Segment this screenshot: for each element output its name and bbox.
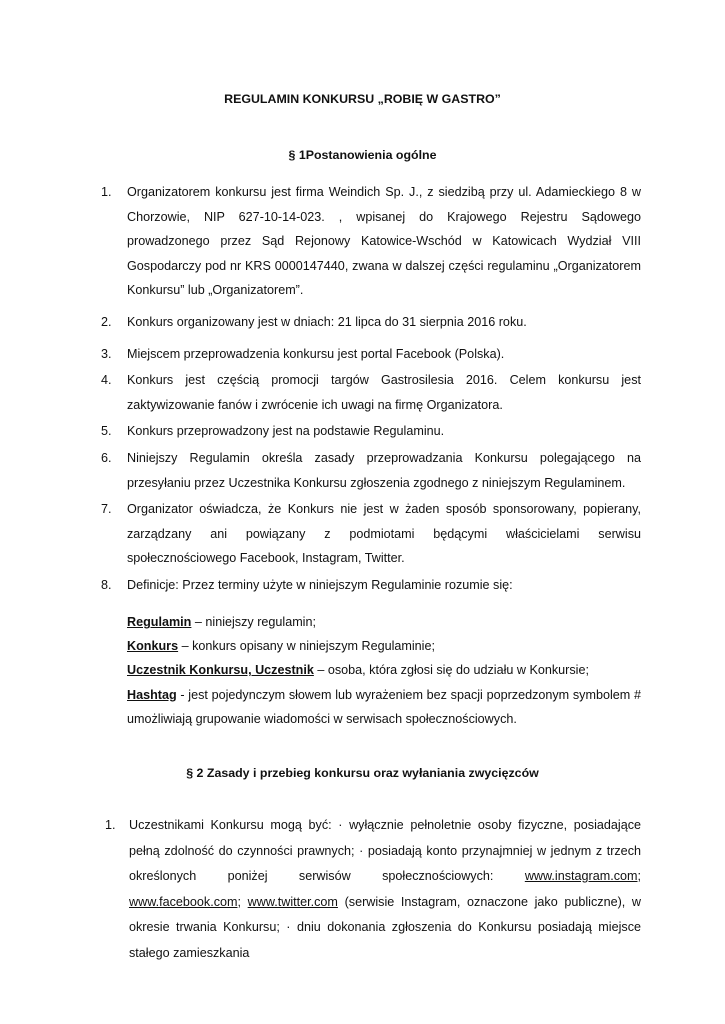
list-item-number: 7. [101, 502, 112, 517]
document-title: REGULAMIN KONKURSU „ROBIĘ W GASTRO” [224, 92, 501, 106]
definition [127, 634, 641, 658]
list-item-number: 2. [101, 314, 112, 329]
list-item [105, 813, 641, 967]
facebook-link[interactable]: www.facebook.com [129, 894, 238, 909]
list-item [101, 180, 641, 303]
instagram-link[interactable]: www.instagram.com [524, 869, 638, 884]
list-item [101, 419, 641, 444]
section-1-list [101, 180, 641, 600]
list-item-number: 4. [101, 373, 112, 388]
list-item [101, 368, 641, 417]
text-segment: (serwisie Instagram, oznaczone jako publiczne), w okresie trwania Konkursu; · dniu dokonania zgłoszenia do Konkursu posiadają miejsce stałego zamieszkania [129, 894, 642, 960]
separator: ; [637, 869, 641, 884]
definition-desc: – niniejszy regulamin; [191, 615, 316, 629]
text-segment: Uczestnikami Konkursu mogą być: · wyłącznie pełnoletnie osoby fizyczne, posiadające pełną zdolność do czynności prawnych; · posiadają konto przynajmniej w jednym z trzech określonych poniżej serwisów społecznościowych: [129, 818, 641, 884]
list-item-number: 5. [101, 424, 112, 439]
definition-term: Hashtag [127, 687, 177, 702]
list-item-text: Definicje: Przez terminy użyte w niniejszym Regulaminie rozumie się: [127, 577, 513, 592]
section-2-heading: § 2 Zasady i przebieg konkursu oraz wyłaniania zwycięzców [186, 766, 539, 780]
definition-term: Konkurs [127, 639, 179, 654]
list-item [101, 497, 641, 571]
definition-term: Uczestnik Konkursu, Uczestnik [127, 663, 314, 678]
list-item [101, 446, 641, 495]
definition [127, 610, 641, 634]
list-item-text: Miejscem przeprowadzenia konkursu jest portal Facebook (Polska). [127, 346, 505, 361]
list-item-text: Konkurs jest częścią promocji targów Gastrosilesia 2016. Celem konkursu jest zaktywizowanie fanów i zwrócenie ich uwagi na firmę Organizatora. [127, 373, 641, 412]
list-item [101, 342, 641, 367]
list-item-number: 1. [105, 818, 116, 832]
list-item-text [129, 818, 641, 960]
definition-desc: – konkurs opisany w niniejszym Regulaminie; [178, 639, 435, 654]
list-item-number: 1. [101, 185, 112, 199]
list-item-number: 3. [101, 346, 112, 361]
twitter-link[interactable]: www.twitter.com [247, 894, 338, 909]
list-item-text: Organizator oświadcza, że Konkurs nie jest w żaden sposób sponsorowany, popierany, zarządzany ani powiązany z podmiotami będącymi właścicielami serwisu społecznościowego Facebook, Instagram, Twitter. [127, 502, 641, 566]
list-item-number: 8. [101, 577, 112, 592]
separator: ; [237, 894, 248, 909]
definition [127, 683, 641, 731]
list-item [101, 573, 641, 598]
list-item [101, 310, 641, 335]
list-item-text: Niniejszy Regulamin określa zasady przeprowadzania Konkursu polegającego na przesyłaniu przez Uczestnika Konkursu zgłoszenia zgodnego z niniejszym Regulaminem. [127, 450, 641, 490]
section-2-list [105, 813, 641, 967]
definition-desc: - jest pojedynczym słowem lub wyrażeniem bez spacji poprzedzonym symbolem # umożliwiają grupowanie wiadomości w serwisach społecznościowych. [127, 687, 641, 726]
list-item-text: Konkurs organizowany jest w dniach: 21 lipca do 31 sierpnia 2016 roku. [127, 314, 527, 329]
section-1-heading: § 1Postanowienia ogólne [288, 148, 437, 162]
definition-term: Regulamin [127, 615, 192, 629]
definitions-block [127, 610, 641, 731]
list-item-number: 6. [101, 450, 112, 465]
list-item-text: Konkurs przeprowadzony jest na podstawie Regulaminu. [127, 424, 445, 439]
definition-desc: – osoba, która zgłosi się do udziału w Konkursie; [313, 663, 589, 678]
definition [127, 658, 641, 682]
list-item-text: Organizatorem konkursu jest firma Weindich Sp. J., z siedzibą przy ul. Adamieckiego 8 w Chorzowie, NIP 627-10-14-023. , wpisanej do Krajowego Rejestru Sądowego prowadzonego przez Sąd Rejonowy Katowice-Wschód w Katowicach Wydział VIII Gospodarczy pod nr KRS 0000147440, zwana w dalszej części regulaminu „Organizatorem Konkursu” lub „Organizatorem”. [127, 185, 641, 298]
